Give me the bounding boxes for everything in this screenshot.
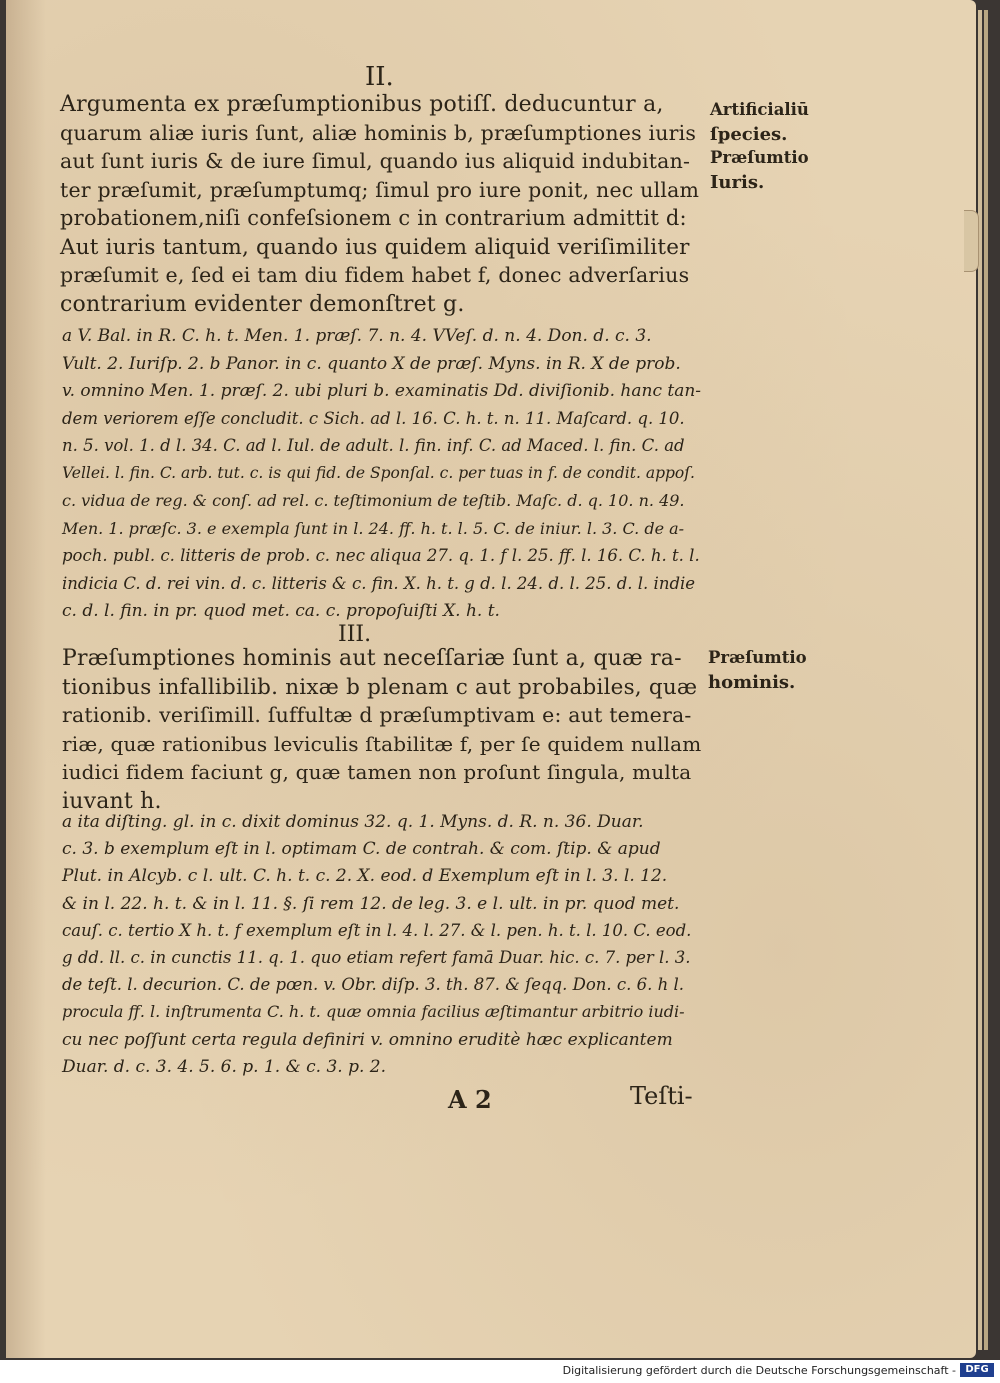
note-line: a ita diſting. gl. in c. dixit dominus 32. q. 1. Myns. d. R. n. 36. Duar. — [62, 812, 644, 832]
note-line: & in l. 22. h. t. & in l. 11. §. ſi rem 12. de leg. 3. e l. ult. in pr. quod met. — [62, 893, 680, 914]
note-line: n. 5. vol. 1. d l. 34. C. ad l. Iul. de adult. l. fin. inf. C. ad Maced. l. fin. C. ad — [62, 436, 685, 455]
margin-note: Iuris. — [710, 172, 765, 193]
funding-credit: Digitalisierung gefördert durch die Deutsche Forschungsgemeinschaft - — [562, 1364, 956, 1377]
page-tab — [964, 210, 979, 272]
note-line: de teſt. l. decurion. C. de pœn. v. Obr. diſp. 3. th. 87. & ſeqq. Don. c. 6. h l. — [62, 975, 684, 995]
text-line: rationib. veriſimill. ſuffultæ d præſumptivam e: aut temera- — [62, 703, 692, 727]
note-line: Men. 1. præſc. 3. e exempla ſunt in l. 24. ff. h. t. l. 5. C. de iniur. l. 3. C. de a- — [62, 518, 685, 538]
text-line: Præſumptiones hominis aut neceſſariæ ſunt a, quæ ra- — [62, 646, 682, 671]
margin-note: Præſumtio — [708, 648, 807, 667]
text-line: iudici fidem faciunt g, quæ tamen non proſunt ſingula, multa — [62, 760, 692, 784]
note-line: cauſ. c. tertio X h. t. f exemplum eſt in l. 4. l. 27. & l. pen. h. t. l. 10. C. eod. — [62, 920, 692, 940]
page-edge — [984, 10, 988, 1350]
note-line: dem veriorem eſſe concludit. c Sich. ad l. 16. C. h. t. n. 11. Maſcard. q. 10. — [62, 408, 685, 428]
margin-note: Artificialiū — [710, 100, 809, 119]
dfg-logo: DFG — [960, 1363, 994, 1377]
note-line: g dd. ll. c. in cunctis 11. q. 1. quo etiam refert famā Duar. hic. c. 7. per l. 3. — [62, 948, 691, 967]
note-line: poch. publ. c. litteris de prob. c. nec aliqua 27. q. 1. f l. 25. ff. l. 16. C. h. t. l. — [62, 546, 700, 565]
note-line: c. 3. b exemplum eſt in l. optimam C. de contrah. & com. ſtip. & apud — [62, 839, 661, 860]
text-line: quarum aliæ iuris ſunt, aliæ hominis b, præſumptiones iuris — [60, 120, 697, 145]
text-line: aut ſunt iuris & de iure ſimul, quando ius aliquid indubitan- — [60, 149, 691, 173]
text-line: probationem,niſi confeſsionem c in contrarium admittit d: — [60, 206, 687, 230]
note-line: indicia C. d. rei vin. d. c. litteris & c. fin. X. h. t. g d. l. 24. d. l. 25. d. l. indie — [62, 573, 696, 593]
margin-note: ſpecies. — [710, 124, 788, 145]
note-line: Vellei. l. fin. C. arb. tut. c. is qui fid. de Sponſal. c. per tuas in f. de condit. appoſ. — [62, 463, 695, 482]
text-line: Argumenta ex præſumptionibus potiſſ. deducuntur a, — [60, 92, 664, 117]
note-line: a V. Bal. in R. C. h. t. Men. 1. præſ. 7. n. 4. VVeſ. d. n. 4. Don. d. c. 3. — [62, 326, 652, 346]
note-line: c. vidua de reg. & conſ. ad rel. c. teſtimonium de teſtib. Maſc. d. q. 10. n. 49. — [62, 491, 685, 510]
margin-note: hominis. — [708, 672, 796, 693]
text-line: præſumit e, ſed ei tam diu fidem habet f, donec adverſarius — [60, 263, 690, 287]
note-line: procula ff. l. inſtrumenta C. h. t. quæ omnia facilius æſtimantur arbitrio iudi- — [62, 1002, 685, 1022]
note-line: Duar. d. c. 3. 4. 5. 6. p. 1. & c. 3. p. 2. — [62, 1056, 387, 1077]
text-line: Aut iuris tantum, quando ius quidem aliquid veriſimiliter — [60, 234, 690, 260]
note-line: Vult. 2. Iuriſp. 2. b Panor. in c. quanto X de præſ. Myns. in R. X de prob. — [62, 353, 681, 374]
note-line: c. d. l. fin. in pr. quod met. ca. c. propoſuiſti X. h. t. — [62, 601, 500, 621]
margin-note: Præſumtio — [710, 148, 809, 167]
signature-mark: A 2 — [448, 1085, 492, 1114]
text-line: tionibus infallibilib. nixæ b plenam c aut probabiles, quæ — [62, 674, 698, 700]
page-edge — [978, 10, 982, 1350]
text-line: iuvant h. — [62, 788, 162, 814]
catchword: Teſti- — [630, 1082, 693, 1110]
note-line: cu nec poſſunt certa regula definiri v. omnino eruditè hæc explicantem — [62, 1029, 673, 1050]
text-line: contrarium evidenter demonſtret g. — [60, 291, 465, 317]
running-head: II. — [365, 62, 394, 92]
text-line: ter præſumit, præſumptumq; ſimul pro iure ponit, nec ullam — [60, 177, 700, 202]
note-line: v. omnino Men. 1. præſ. 2. ubi pluri b. examinatis Dd. diviſionib. hanc tan- — [62, 381, 702, 401]
note-line: Plut. in Alcyb. c l. ult. C. h. t. c. 2. X. eod. d Exemplum eſt in l. 3. l. 12. — [62, 866, 668, 887]
text-line: riæ, quæ rationibus leviculis ſtabilitæ f, per ſe quidem nullam — [62, 731, 702, 756]
section-heading: III. — [338, 622, 372, 647]
